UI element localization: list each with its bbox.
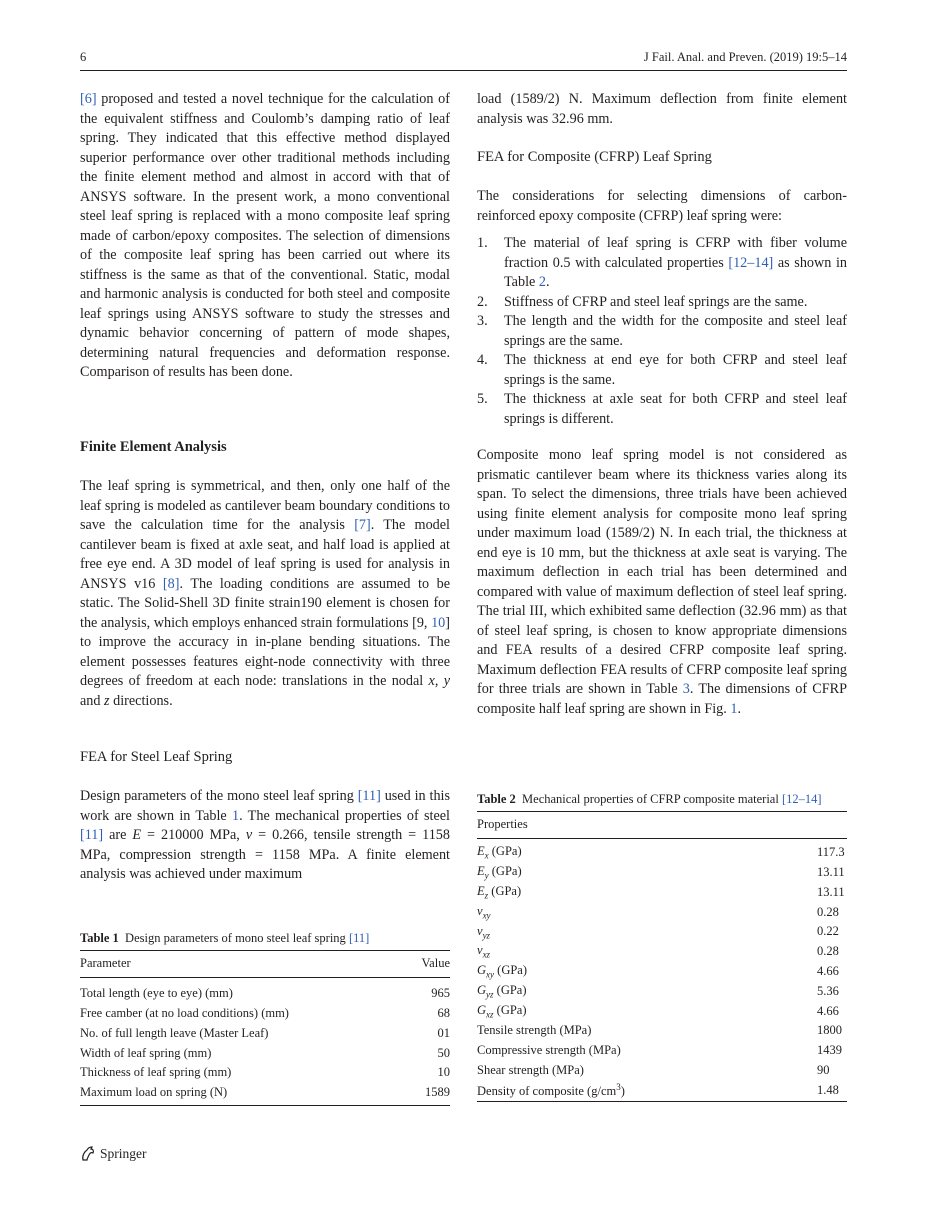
- table-row: [80, 1063, 450, 1083]
- fea-paragraph: The leaf spring is symmetrical, and then, only one half of the leaf spring is modeled as cantilever beam boundary conditions to save the calculation time for the analysis [7]. The model cantilever beam is fixed at axle seat, and half load is applied at free eye end. A 3D model of leaf spring is used for analysis in ANSYS v16 [8]. The loading conditions are assumed to be static. The Solid-Shell 3D finite strain190 element is chosen for the analysis, which employs enhanced strain formulations [9, 10] to improve the accuracy in in-plane bending situations. The element possesses features eight-node connectivity with three degrees of freedom at each node: translations in the nodal x, y and z directions.: [80, 478, 451, 709]
- composite-paragraph-container: [477, 446, 847, 719]
- table-row: [477, 962, 847, 982]
- considerations-container: [477, 187, 847, 429]
- table-header-row: [80, 954, 450, 974]
- table-cell-value: 5.36: [817, 983, 839, 998]
- table-cell-property: $G_{xz}$ (GPa): [477, 1002, 527, 1020]
- list-item: 4. The thickness at end eye for both CFRP and steel leaf springs is the same.: [477, 352, 847, 388]
- table-cell-parameter: Total length (eye to eye) (mm): [80, 986, 233, 1001]
- table-cell-property: $v_{xy}$: [477, 903, 491, 921]
- intro-paragraph: [6] proposed and tested a novel technique for the calculation of the equivalent stiffness and Coulomb’s damping ratio of leaf spring. They indicated that this effective method displayed superior performance over other traditional methods including the finite element method and almost in accord with that of ANSYS software. In the present work, a mono conventional steel leaf spring is replaced with a mono composite leaf spring made of carbon/epoxy composites. The selection of dimensions of the composite leaf spring has been carried out where its stiffness is the same as that of the conventional. Static, modal and harmonic analysis is conducted for both steel and composite leaf springs using ANSYS software to study the stresses and dynamic behavior concerning of pattern of mode shapes, determining natural frequencies and deformation response. Comparison of results has been done.: [80, 91, 450, 380]
- table-cell-property: $G_{yz}$ (GPa): [477, 983, 527, 1000]
- page-number: 6: [80, 50, 87, 64]
- table-cell-value: 1589: [425, 1085, 450, 1100]
- continuation-paragraph: load (1589/2) N. Maximum deflection from finite element analysis was 32.96 mm.: [477, 91, 847, 127]
- citation-link[interactable]: 10: [431, 614, 446, 631]
- table-cell-value: 117.3: [817, 845, 845, 860]
- table-row: [477, 882, 847, 902]
- table-cell-parameter: Maximum load on spring (N): [80, 1085, 228, 1100]
- table-cell-value: 10: [437, 1065, 450, 1080]
- table-cell-property: Shear strength (MPa): [477, 1062, 584, 1077]
- table-cell-property: $E_z$ (GPa): [477, 884, 522, 901]
- table-cell-value: 68: [437, 1005, 450, 1020]
- table-cell-value: 4.66: [817, 1003, 839, 1018]
- table-row: [477, 863, 847, 883]
- table-cell-value: 50: [437, 1045, 450, 1060]
- springer-horse-icon: [80, 1145, 96, 1162]
- citation-link[interactable]: [11]: [80, 827, 104, 843]
- publisher-name: Springer: [100, 1145, 147, 1161]
- table-cell-parameter: Thickness of leaf spring (mm): [80, 1065, 232, 1080]
- subsection-heading-cfrp: FEA for Composite (CFRP) Leaf Spring: [477, 149, 712, 165]
- citation-link[interactable]: [7]: [354, 517, 371, 533]
- table-row: [477, 902, 847, 922]
- table-cell-property: Compressive strength (MPa): [477, 1043, 621, 1058]
- table-2-caption: Table 2 Mechanical properties of CFRP composite material [12–14]: [477, 792, 822, 806]
- table-header-row: [477, 815, 847, 835]
- table-row: [477, 1061, 847, 1081]
- section-heading-fea: Finite Element Analysis: [80, 439, 227, 455]
- list-item: 2. Stiffness of CFRP and steel leaf springs are the same.: [477, 293, 808, 310]
- citation-link[interactable]: [8]: [162, 575, 180, 592]
- table-row: [477, 922, 847, 942]
- table-cell-property: $v_{yz}$: [477, 923, 491, 941]
- table-cell-value: 0.22: [817, 924, 839, 939]
- list-item: 3. The length and the width for the composite and steel leaf springs are the same.: [477, 313, 847, 349]
- table-cell-property: $G_{xy}$ (GPa): [477, 963, 528, 980]
- list-item: 1. The material of leaf spring is CFRP with fiber volume fraction 0.5 with calculated properties [12–14] as shown in Table 2.: [477, 235, 847, 290]
- table-cell-property: Tensile strength (MPa): [477, 1023, 592, 1038]
- table-row: [477, 1021, 847, 1041]
- table-cell-property: Density of composite $(g/cm^3)$: [477, 1081, 625, 1098]
- table-cell-parameter: Free camber (at no load conditions) (mm): [80, 1005, 289, 1020]
- table-row: [477, 843, 847, 863]
- composite-paragraph: Composite mono leaf spring model is not considered as prismatic cantilever beam where its thickness varies along its span. To select the dimensions, three trials have been achieved using finite element analysis for composite mono leaf spring under maximum load (1589/2) N. In each trial, the thickness at end eye is 10 mm, but the thickness at axle seat is varying. The maximum deflection in each trial has been determined and compared with value of maximum deflection of steel leaf spring. The trial III, which exhibited same deflection (32.96 mm) as that of steel leaf spring, is chosen to know appropriate dimensions and FEA results of a desired CFRP composite leaf spring. Maximum deflection FEA results of CFRP composite leaf spring for three trials are shown in Table 3. The dimensions of CFRP composite half leaf spring are shown in Fig. 1.: [477, 447, 847, 717]
- table-cell-value: 13.11: [817, 884, 845, 899]
- table-link[interactable]: 3: [682, 681, 690, 697]
- table-cell-value: 0.28: [817, 904, 839, 919]
- citation-link[interactable]: [12–14]: [781, 792, 822, 806]
- column-header: Value: [421, 956, 450, 971]
- table-1-caption: Table 1 Design parameters of mono steel leaf spring [11]: [80, 931, 370, 945]
- subsection-heading-steel: FEA for Steel Leaf Spring: [80, 749, 233, 765]
- table-row: [477, 1001, 847, 1021]
- list-item: 5. The thickness at axle seat for both CFRP and steel leaf springs is different.: [477, 391, 847, 427]
- table-1: [80, 930, 450, 1106]
- table-link[interactable]: 2: [538, 274, 546, 290]
- table-cell-value: 1800: [817, 1023, 842, 1038]
- table-cell-property: $E_x$ (GPa): [477, 844, 522, 861]
- fea-paragraph-container: [80, 477, 450, 711]
- table-cell-value: 90: [817, 1062, 830, 1077]
- table-row: [477, 942, 847, 962]
- table-cell-value: 4.66: [817, 963, 839, 978]
- table-2: [477, 791, 847, 1102]
- table-cell-property: $E_y$ (GPa): [477, 864, 522, 881]
- citation-link[interactable]: [11]: [357, 788, 381, 804]
- table-row: [477, 1080, 847, 1100]
- steel-paragraph-container: [80, 787, 450, 885]
- publisher-logo: [80, 1145, 147, 1162]
- figure-link[interactable]: 1: [730, 700, 738, 717]
- citation-link[interactable]: [12–14]: [728, 254, 774, 271]
- left-column: [80, 90, 450, 383]
- considerations-paragraph: The considerations for selecting dimensions of carbon-reinforced epoxy composite (CFRP) leaf spring were:: [477, 188, 847, 224]
- table-row: [80, 1083, 450, 1103]
- column-header: Parameter: [80, 956, 131, 971]
- table-cell-value: 1439: [817, 1043, 842, 1058]
- steel-paragraph: Design parameters of the mono steel leaf spring [11] used in this work are shown in Table 1. The mechanical properties of steel [11] are E = 210000 MPa, v = 0.266, tensile strength = 1158 MPa, compression strength = 1158 MPa. A finite element analysis was achieved under maximum: [80, 788, 450, 882]
- table-cell-parameter: Width of leaf spring (mm): [80, 1045, 212, 1060]
- column-header: Properties: [477, 817, 528, 832]
- table-cell-value: 0.28: [817, 944, 839, 959]
- table-cell-value: 13.11: [817, 864, 845, 879]
- table-cell-parameter: No. of full length leave (Master Leaf): [80, 1025, 269, 1040]
- table-cell-value: 01: [437, 1025, 450, 1040]
- table-row: [80, 1043, 450, 1063]
- citation-link[interactable]: [6]: [80, 91, 97, 107]
- table-row: [80, 1004, 450, 1024]
- journal-citation: J Fail. Anal. and Preven. (2019) 19:5–14: [643, 50, 847, 64]
- table-cell-value: 965: [431, 986, 450, 1001]
- citation-link[interactable]: [11]: [348, 931, 370, 945]
- table-cell-property: $v_{xz}$: [477, 943, 491, 960]
- table-row: [477, 1041, 847, 1061]
- table-row: [80, 1023, 450, 1043]
- right-column: [477, 90, 847, 129]
- table-cell-value: 1.48: [817, 1082, 839, 1097]
- table-row: [80, 984, 450, 1004]
- table-row: [477, 981, 847, 1001]
- header-rule: [80, 70, 847, 71]
- considerations-list: [477, 234, 847, 429]
- table-link[interactable]: 1: [232, 807, 240, 824]
